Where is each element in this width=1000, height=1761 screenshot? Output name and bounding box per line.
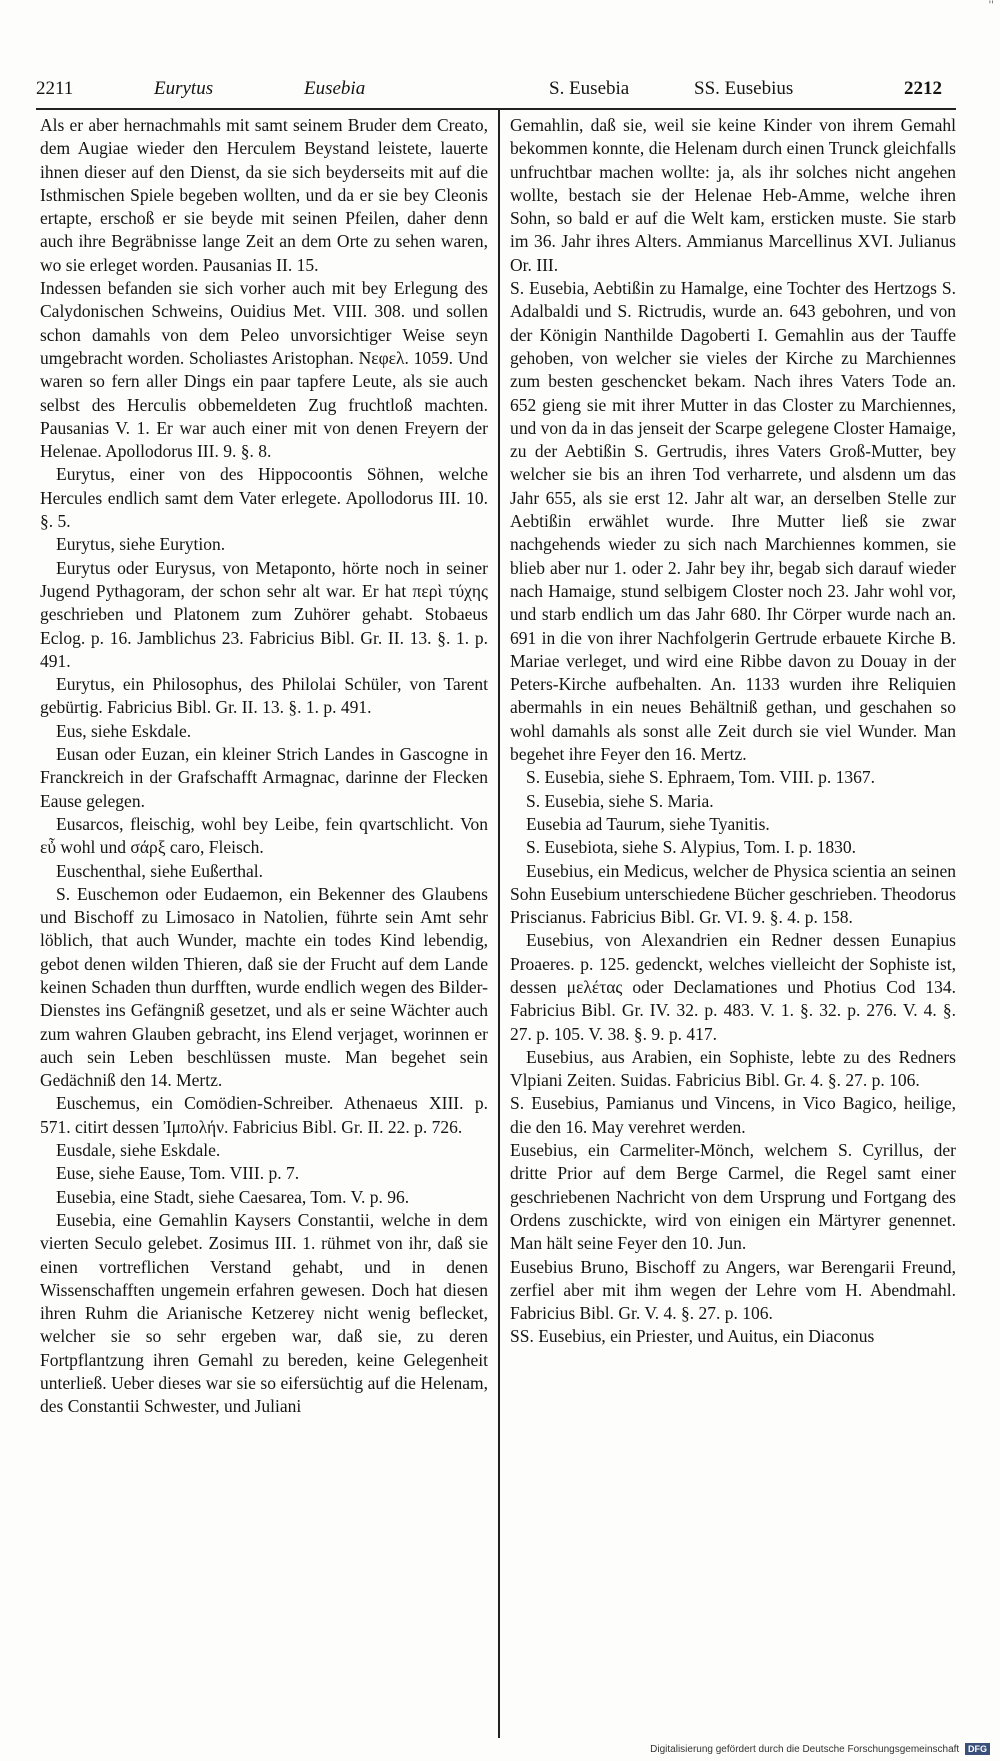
entry-paragraph: Eus, siehe Eskdale. <box>56 720 192 741</box>
left-column <box>40 114 488 1744</box>
entry-paragraph: Eurytus oder Eurysus, von Metaponto, hörte noch in seiner Jugend Pythagoram, der schon sehr alt war. Er hat περὶ τύχης geschrieben und Platonem zum Zuhörer gehabt. Stobaeus Eclog. p. 16. Jamblichus 23. Fabricius Bibl. Gr. II. 13. §. 1. p. 491. <box>40 557 488 671</box>
header-keyword-1: Eurytus <box>154 78 214 99</box>
page-number-left: 2211 <box>36 78 74 99</box>
entry-paragraph: Eusebius Bruno, Bischoff zu Angers, war Berengarii Freund, zerfiel aber mit ihm wegen der Lehre vom H. Abendmahl. Fabricius Bibl. Gr. V. 4. §. 27. p. 106. <box>510 1256 956 1324</box>
page-number-right: 2212 <box>904 78 942 99</box>
entry-paragraph: Eusan oder Euzan, ein kleiner Strich Landes in Gascogne in Franckreich in der Grafschafft Armagnac, darinne der Flecken Eause gelegen. <box>40 744 488 811</box>
entry-paragraph: Eusebius, ein Carmeliter-Mönch, welchem S. Cyrillus, der dritte Prior auf dem Berge Carmel, die Regel samt einer geschriebenen Nachricht von dem Ursprung und Fortgang des Ordens zuschickte, wird von einigen ein Märtyrer genennet. Man hält seine Feyer den 10. Jun. <box>510 1140 956 1254</box>
entry-paragraph: S. Euschemon oder Eudaemon, ein Bekenner des Glaubens und Bischoff zu Limosaco in Natolien, führte sein Amt sehr löblich, that auch Wunder, machte ein todes Kind lebendig, gebot denen wilden Thieren, daß sie der Frucht auf dem Lande keinen Schaden thun durfften, wurde endlich wegen des Bilder-Dienstes ins Gefängniß gesetzet, und als er seine Wächter auch zum wahren Glauben gebracht, ins Elend verjaget, worinnen er auch sein Leben beschlüssen muste. Man begehet sein Gedächniß den 14. Mertz. <box>40 883 488 1091</box>
entry-paragraph: S. Eusebia, siehe S. Maria. <box>526 790 714 811</box>
entry-paragraph: Eurytus, ein Philosophus, des Philolai Schüler, von Tarent gebürtig. Fabricius Bibl. Gr. II. 13. §. 1. p. 491. <box>40 674 488 718</box>
header-keyword-2: Eusebia <box>304 78 366 99</box>
header-keyword-4: SS. Eusebius <box>694 78 794 99</box>
entry-paragraph: Eusebius, von Alexandrien ein Redner dessen Eunapius Proaeres. p. 125. gedenckt, welches vielleicht der Sophiste ist, dessen μελέτας oder Declamationes und Photius Cod 134. Fabricius Bibl. Gr. IV. 32. p. 483. V. 1. §. 32. p. 276. V. 4. §. 27. p. 105. V. 38. §. 9. p. 417. <box>510 930 956 1044</box>
entry-paragraph: Eusebius, aus Arabien, ein Sophiste, lebte zu des Redners Vlpiani Zeiten. Suidas. Fabricius Bibl. Gr. 4. §. 27. p. 106. <box>510 1046 956 1091</box>
entry-paragraph: Eusebius, ein Medicus, welcher de Physica scientia an seinen Sohn Eusebium unterschiedene Bücher geschrieben. Theodorus Priscianus. Fabricius Bibl. Gr. VI. 9. §. 4. p. 158. <box>510 860 956 928</box>
page-header <box>36 78 956 108</box>
entry-paragraph: Eusebia, eine Gemahlin Kaysers Constantii, welche in dem vierten Seculo gelebet. Zosimus III. 1. rühmet von ihr, daß sie einen vortreflichen Verstand gehabt, und in denen Wissenschafften ungemein erfahren gewesen. Doch hat diesen ihren Ruhm die Arianische Ketzerey nicht wenig beflecket, welcher sie so sehr ergeben war, daß sie, zu deren Fortpflantzung ihren Gemahl zu bereden, keine Gelegenheit unterließ. Ueber dieses war sie so eifersüchtig auf die Helenam, des Constantii Schwester, und Juliani <box>40 1209 488 1417</box>
column-divider <box>498 110 500 1738</box>
entry-paragraph: Gemahlin, daß sie, weil sie keine Kinder von ihrem Gemahl bekommen konnte, die Helenam durch einen Trunck gleichfalls unfruchtbar machen wollte: ja, als ihr solches nicht angehen wollte, bestach sie der Helenae Heb-Amme, welche ihren Sohn, so bald er auf die Welt kam, ersticken muste. Sie starb im 36. Jahr ihres Alters. Ammianus Marcellinus XVI. Julianus Or. III. <box>510 115 956 275</box>
entry-paragraph: Euschenthal, siehe Eußerthal. <box>56 860 264 881</box>
right-column <box>510 114 956 1744</box>
entry-paragraph: Eusdale, siehe Eskdale. <box>56 1140 221 1161</box>
entry-paragraph: Euse, siehe Eause, Tom. VIII. p. 7. <box>56 1163 300 1184</box>
entry-paragraph: Euschemus, ein Comödien-Schreiber. Athenaeus XIII. p. 571. citirt dessen Ἰμπολήν. Fabricius Bibl. Gr. II. 22. p. 726. <box>40 1093 488 1137</box>
entry-paragraph: Eurytus, einer von des Hippocoontis Söhnen, welche Hercules endlich samt dem Vater erlegete. Apollodorus III. 10. §. 5. <box>40 464 488 532</box>
entry-paragraph: SS. Eusebius, ein Priester, und Auitus, ein Diaconus <box>510 1326 875 1347</box>
entry-paragraph: S. Eusebia, siehe S. Ephraem, Tom. VIII. p. 1367. <box>526 767 876 788</box>
footer-text: Digitalisierung gefördert durch die Deutsche Forschungsgemeinschaft <box>650 1744 960 1755</box>
entry-paragraph: S. Eusebiota, siehe S. Alypius, Tom. I. p. 1830. <box>526 837 856 858</box>
entry-paragraph: Eurytus, siehe Eurytion. <box>56 534 226 555</box>
entry-paragraph: Eusebia ad Taurum, siehe Tyanitis. <box>526 813 770 834</box>
entry-paragraph: Als er aber hernachmahls mit samt seinem Bruder dem Creato, dem Augiae wieder den Herculem Beystand leistete, lauerte ihnen dieser auf den Dienst, da sie sich beyderseits mit auf die Isthmischen Spiele begeben wollten, und da er sie bey Cleonis ertapte, erschoß er sie beyde mit seinen Pfeilen, daher denn auch ihre Begräbnisse lange Zeit an dem Orte zu sehen waren, wo sie erleget worden. Pausanias II. 15. <box>40 115 488 275</box>
entry-paragraph: S. Eusebius, Pamianus und Vincens, in Vico Bagico, heilige, die den 16. May verehret werden. <box>510 1093 956 1137</box>
entry-paragraph: Eusarcos, fleischig, wohl bey Leibe, fein qvartschlicht. Von εὖ wohl und σάρξ caro, Fleisch. <box>40 813 488 858</box>
header-keyword-3: S. Eusebia <box>549 78 630 99</box>
header-rule <box>36 108 956 110</box>
entry-paragraph: S. Eusebia, Aebtißin zu Hamalge, eine Tochter des Hertzogs S. Adalbaldi und S. Rictrudis, wurde an. 643 gebohren, und von der Königin Nanthilde Dagoberti I. Gemahlin aus der Tauffe gehoben, von welcher sie vieles der Kirche zu Marchiennes zum besten geschencket bekam. Nach ihres Vaters Tode an. 652 gieng sie mit ihrer Mutter in das Closter zu Marchiennes, und von da in das jenseit der Scarpe gelegene Closter Hamaige, zu der Aebtißin S. Gertrudis, ihres Vaters Groß-Mutter, bey welcher sie bis an ihren Tod verharrete, und alsdenn um das Jahr 655, als sie erst 12. Jahr alt war, an derselben Stelle zur Aebtißin erwählet wurde. Ihre Mutter ließ sie zwar nachgehends wieder zu sich nach Marchiennes kommen, sie blieb aber nur 1. oder 2. Jahr bey ihr, begab sich darauf wieder nach Hamaige, stund selbigem Closter noch 23. Jahr wohl vor, und starb endlich um das Jahr 680. Ihr Cörper wurde nach an. 691 in die von ihrer Nachfolgerin Gertrude erbauete Kirche B. Mariae verleget, und wird eine Ribbe davon zu Douay in der Peters-Kirche aufbehalten. An. 1133 wurden ihre Reliquien abermahls in ein neues Behältniß gethan, und geschahen so wohl damahls als sonst alle Zeit durch sie viel Wunder. Man begehet ihre Feyer den 16. Mertz. <box>510 278 956 765</box>
dfg-logo: DFG <box>965 1743 990 1755</box>
digitization-footer <box>650 1743 990 1755</box>
entry-paragraph: Eusebia, eine Stadt, siehe Caesarea, Tom. V. p. 96. <box>56 1186 410 1207</box>
entry-paragraph: Indessen befanden sie sich vorher auch mit bey Erlegung des Calydonischen Schweins, Ouidius Met. VIII. 308. und sollen schon damahls von dem Peleo unvorsichtiger Weise seyn umgebracht worden. Scholiastes Aristophan. Νεφελ. 1059. Und waren so fern aller Dings ein paar tapfere Leute, als sie auch selbst des Herculis obbemeldeten Zug fruchtloß machten. Pausanias V. 1. Er war auch einer mit von denen Freyern der Helenae. Apollodorus III. 9. §. 8. <box>40 278 488 462</box>
corner-mark: '' <box>988 0 994 11</box>
